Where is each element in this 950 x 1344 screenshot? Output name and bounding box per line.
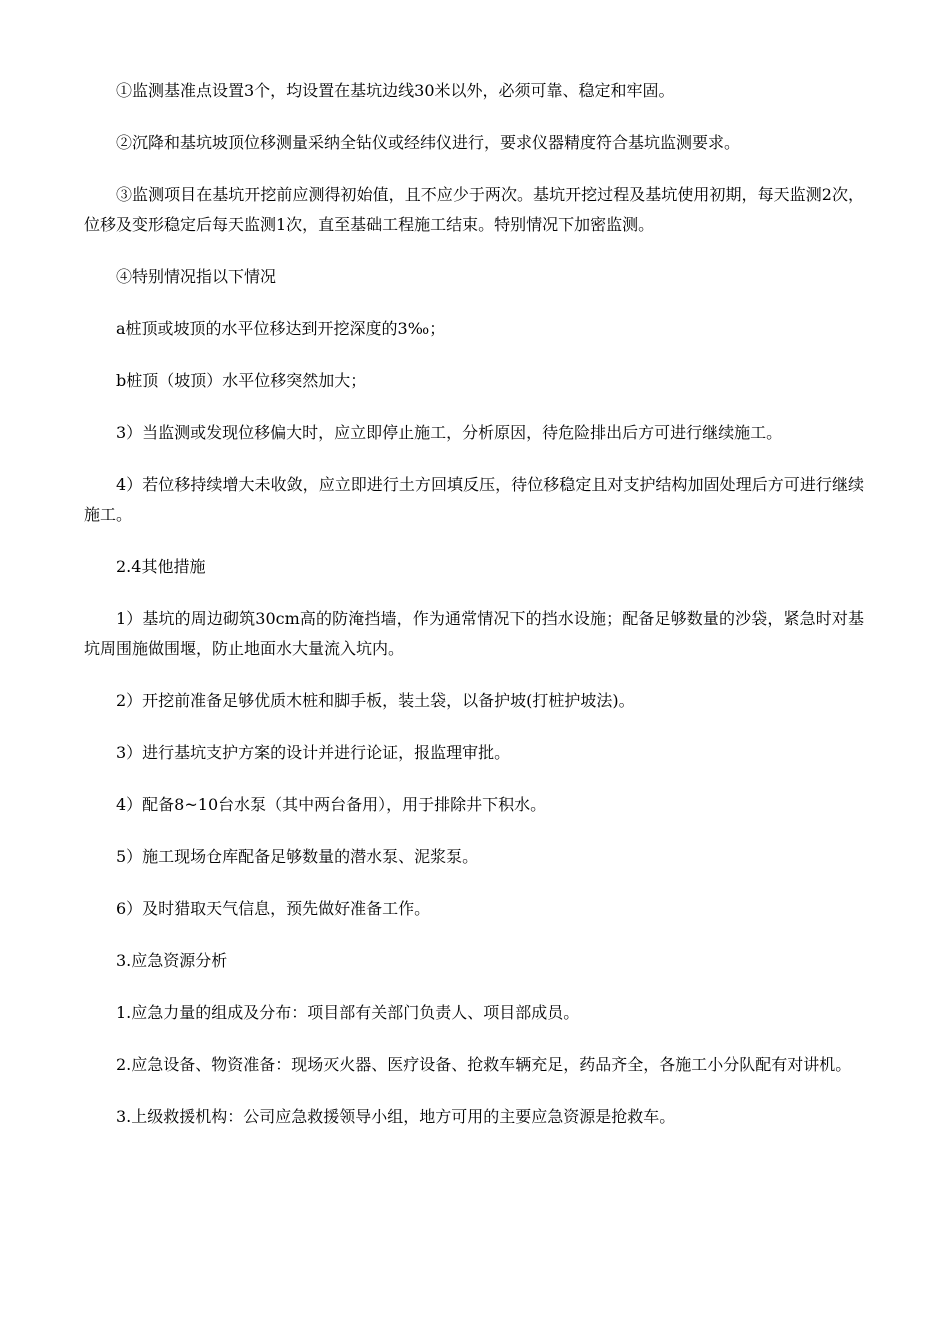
monitoring-benchmark-paragraph: ①监测基准点设置3个，均设置在基坑边线30米以外，必须可靠、稳定和牢固。	[116, 81, 675, 100]
special-cases-heading: ④特别情况指以下情况	[116, 267, 277, 286]
warehouse-pumps-paragraph: 5）施工现场仓库配备足够数量的潜水泵、泥浆泵。	[116, 847, 479, 866]
timber-piles-paragraph: 2）开挖前准备足够优质木桩和脚手板，装土袋，以备护坡(打桩护坡法)。	[116, 691, 635, 710]
water-pumps-paragraph: 4）配备8~10台水泵（其中两台备用），用于排除井下积水。	[116, 795, 547, 814]
initial-value-paragraph: ③监测项目在基坑开挖前应测得初始值，且不应少于两次。基坑开挖过程及基坑使用初期，每天监测2次，位移及变形稳定后每天监测1次，直至基础工程施工结束。特别情况下加密监测。	[84, 185, 864, 234]
emergency-forces-paragraph: 1.应急力量的组成及分布：项目部有关部门负责人、项目部成员。	[116, 1003, 580, 1022]
special-case-a: a桩顶或坡顶的水平位移达到开挖深度的3‰；	[116, 319, 446, 338]
emergency-equipment-paragraph: 2.应急设备、物资准备：现场灭火器、医疗设备、抢救车辆充足，药品齐全，各施工小分队配有对讲机。	[116, 1055, 852, 1074]
special-case-b: b桩顶（坡顶）水平位移突然加大；	[116, 371, 367, 390]
backfill-paragraph: 4）若位移持续增大未收敛，应立即进行土方回填反压，待位移稳定且对支护结构加固处理后方可进行继续施工。	[84, 475, 864, 524]
settlement-measurement-paragraph: ②沉降和基坑坡顶位移测量采纳全钻仪或经纬仪进行，要求仪器精度符合基坑监测要求。	[116, 133, 741, 152]
section-3-heading: 3.应急资源分析	[116, 951, 228, 970]
rescue-agency-paragraph: 3.上级救援机构：公司应急救援领导小组，地方可用的主要应急资源是抢救车。	[116, 1107, 676, 1126]
document-body	[84, 76, 864, 1154]
support-scheme-paragraph: 3）进行基坑支护方案的设计并进行论证，报监理审批。	[116, 743, 511, 762]
stop-construction-paragraph: 3）当监测或发现位移偏大时，应立即停止施工，分析原因，待危险排出后方可进行继续施工。	[116, 423, 783, 442]
flood-wall-paragraph: 1）基坑的周边砌筑30cm高的防淹挡墙，作为通常情况下的挡水设施；配备足够数量的沙袋，紧急时对基坑周围施做围堰，防止地面水大量流入坑内。	[84, 609, 864, 658]
section-2-4-heading: 2.4其他措施	[116, 557, 206, 576]
weather-info-paragraph: 6）及时猎取天气信息，预先做好准备工作。	[116, 899, 431, 918]
